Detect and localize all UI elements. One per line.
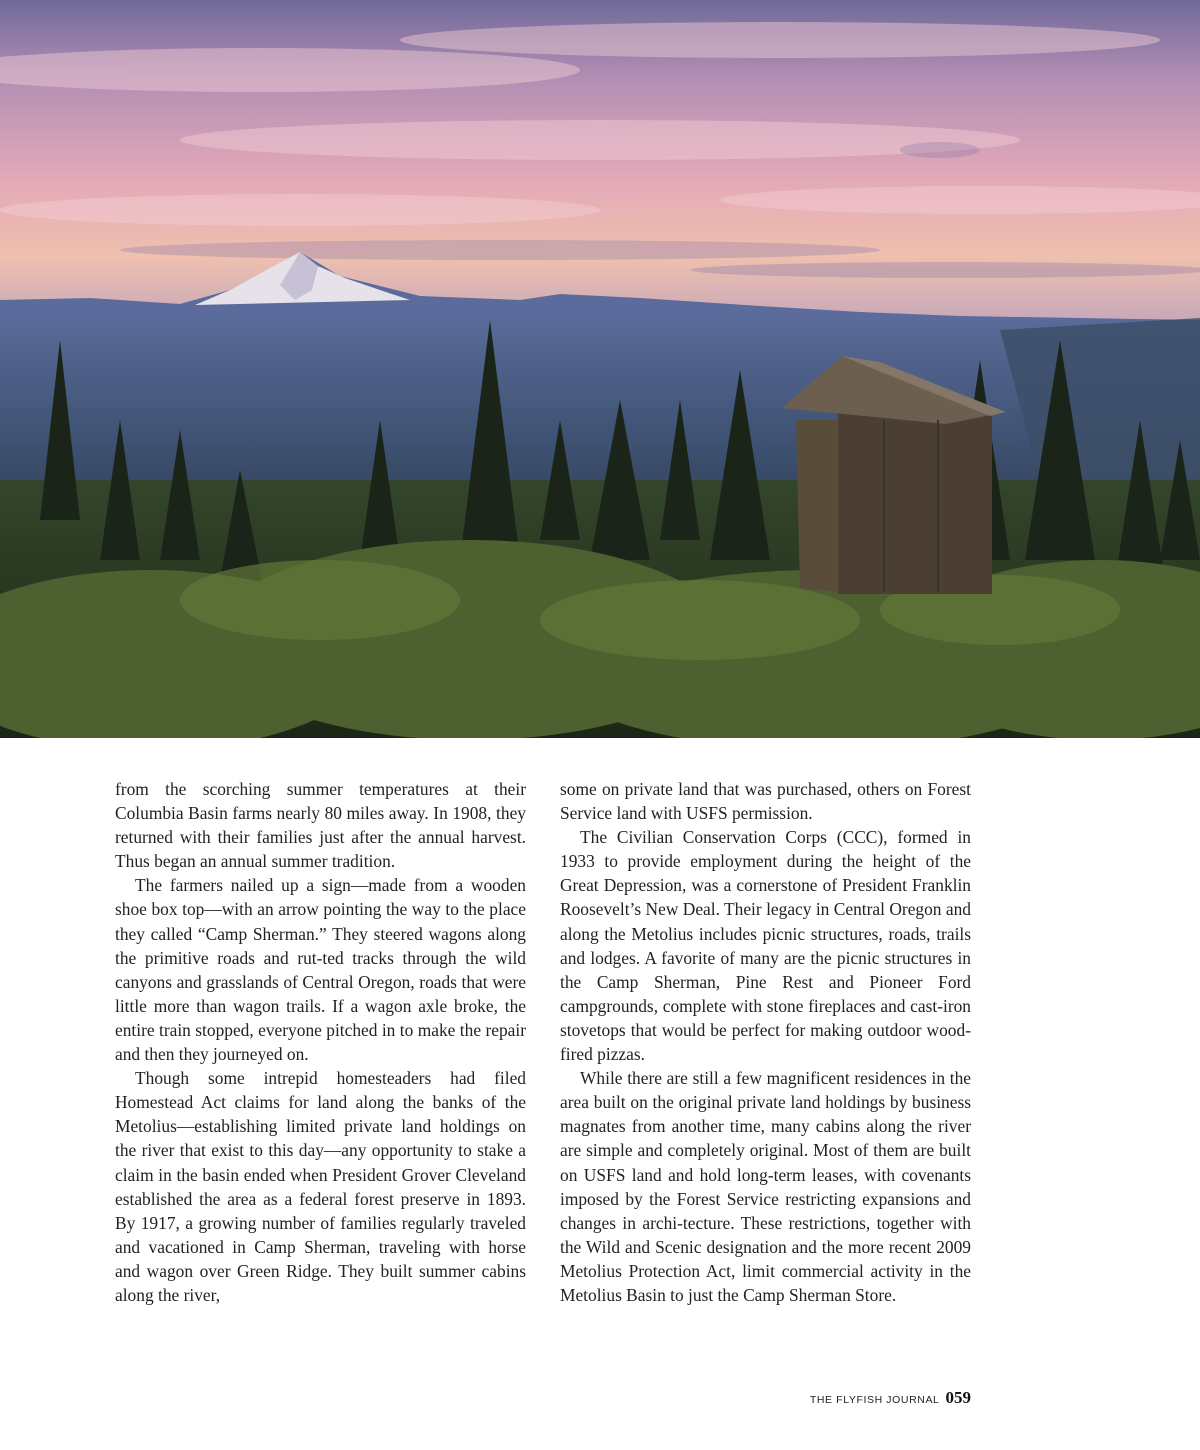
magazine-title: THE FLYFISH JOURNAL — [809, 1394, 940, 1406]
article-column-left — [115, 777, 526, 1307]
paragraph: While there are still a few magnificent residences in the area built on the original private land holdings by business magnates from another time, many cabins along the river are simple and completely original. Most of them are built on USFS land and hold long-term leases, with covenants imposed by the Forest Service restricting expansions and changes in archi-tecture. These restrictions, together with the Wild and Scenic designation and the more recent 2009 Metolius Protection Act, limit commercial activity in the Metolius Basin to just the Camp Sherman Store. — [560, 1068, 971, 1305]
paragraph: some on private land that was purchased, others on Forest Service land with USFS permission. — [560, 779, 971, 824]
paragraph: The Civilian Conservation Corps (CCC), formed in 1933 to provide employment during the height of the Great Depression, was a cornerstone of President Franklin Roosevelt’s New Deal. Their legacy in Central Oregon and along the Metolius includes picnic structures, roads, trails and lodges. A favorite of many are the picnic structures in the Camp Sherman, Pine Rest and Pioneer Ford campgrounds, complete with stone fireplaces and cast-iron stovetops that would be perfect for making outdoor wood-fired pizzas. — [560, 827, 971, 1065]
article-body — [115, 777, 971, 1307]
paragraph: The farmers nailed up a sign—made from a wooden shoe box top—with an arrow pointing the way to the place they called “Camp Sherman.” They steered wagons along the primitive roads and rut-ted tracks through the wild canyons and grasslands of Central Oregon, roads that were little more than wagon trails. If a wagon axle broke, the entire train stopped, everyone pitched in to make the repair and then they journeyed on. — [115, 875, 526, 1065]
paragraph: from the scorching summer temperatures at their Columbia Basin farms nearly 80 miles away. In 1908, they returned with their families just after the annual harvest. Thus began an annual summer tradition. — [115, 779, 526, 872]
page-number: 059 — [945, 1388, 971, 1407]
paragraph: Though some intrepid homesteaders had filed Homestead Act claims for land along the banks of the Metolius—establishing limited private land holdings on the river that exist to this day—any opportunity to stake a claim in the basin ended when President Grover Cleveland established the area as a federal forest preserve in 1893. By 1917, a growing number of families regularly traveled and vacationed in Camp Sherman, traveling with horse and wagon over Green Ridge. They built summer cabins along the river, — [115, 1068, 526, 1305]
article-column-right — [560, 777, 971, 1307]
page-footer — [810, 1388, 971, 1408]
